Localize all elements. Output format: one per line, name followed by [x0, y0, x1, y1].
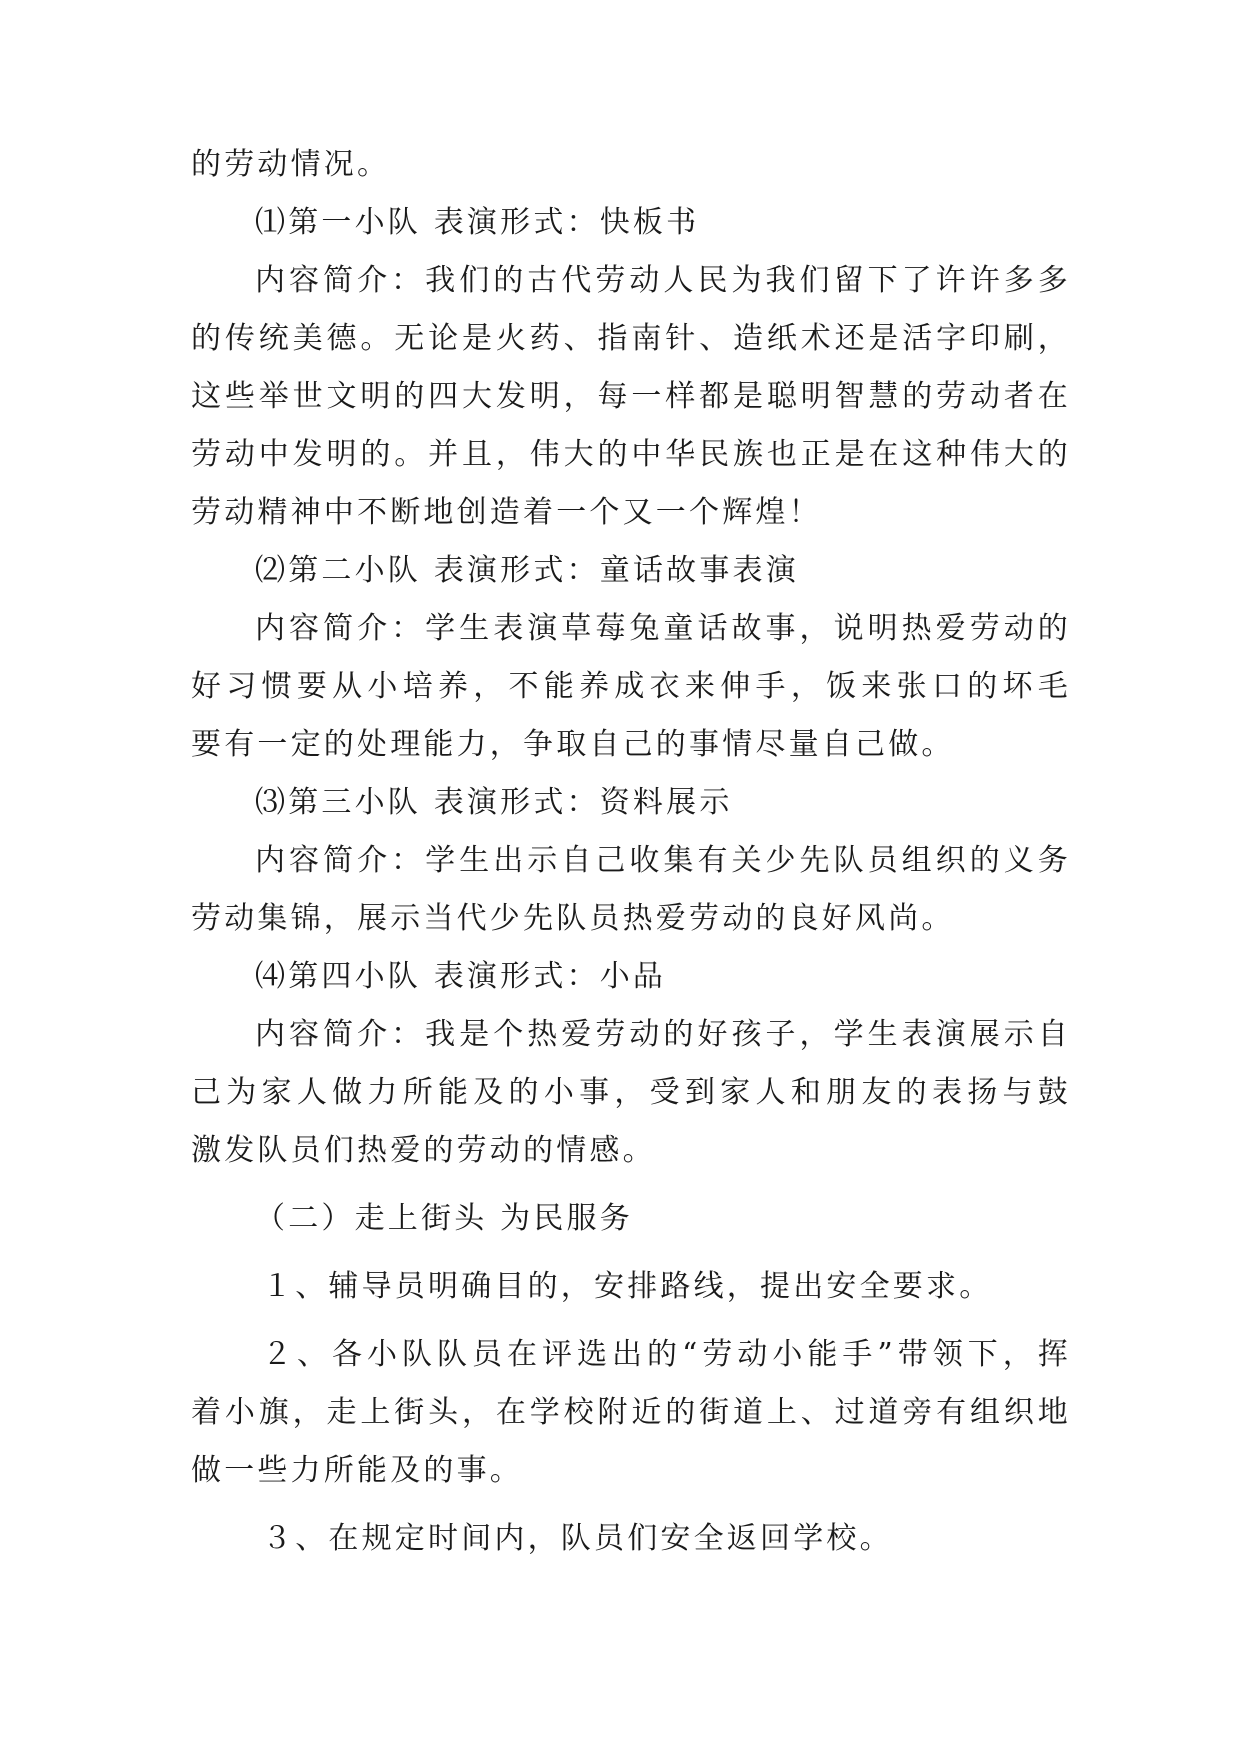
text-line: ３、在规定时间内，队员们安全返回学校。 — [262, 1521, 893, 1556]
text-line: 好习惯要从小培养，不能养成衣来伸手，饭来张口的坏毛 — [191, 669, 1071, 704]
text-line: 劳动集锦，展示当代少先队员热爱劳动的良好风尚。 — [191, 901, 955, 936]
section-heading-team-3: ⑶第三小队 表演形式：资料展示 — [255, 785, 733, 820]
section-heading-team-2: ⑵第二小队 表演形式：童话故事表演 — [255, 553, 799, 588]
text-line: 要有一定的处理能力，争取自己的事情尽量自己做。 — [191, 727, 955, 762]
text-line: 激发队员们热爱的劳动的情感。 — [191, 1133, 656, 1168]
text-line: 内容简介：我们的古代劳动人民为我们留下了许许多多 — [255, 263, 1071, 298]
text-line: 劳动精神中不断地创造着一个又一个辉煌！ — [191, 495, 822, 530]
section-heading-team-1: ⑴第一小队 表演形式：快板书 — [255, 205, 700, 240]
text-line: 做一些力所能及的事。 — [191, 1453, 523, 1488]
text-line: 内容简介：学生表演草莓兔童话故事，说明热爱劳动的 — [255, 611, 1071, 646]
text-line: 己为家人做力所能及的小事，受到家人和朋友的表扬与鼓 — [191, 1075, 1071, 1110]
section-heading-street-service: （二）走上街头 为民服务 — [255, 1201, 633, 1236]
section-heading-team-4: ⑷第四小队 表演形式：小品 — [255, 959, 667, 994]
text-line: ２、各小队队员在评选出的“劳动小能手”带领下，挥 — [262, 1337, 1071, 1372]
text-line: 的传统美德。无论是火药、指南针、造纸术还是活字印刷， — [191, 321, 1071, 356]
text-line: 着小旗，走上街头，在学校附近的街道上、过道旁有组织地 — [191, 1395, 1071, 1430]
text-line: 这些举世文明的四大发明，每一样都是聪明智慧的劳动者在 — [191, 379, 1071, 414]
text-line: 的劳动情况。 — [191, 147, 391, 182]
text-line: 内容简介：我是个热爱劳动的好孩子，学生表演展示自 — [255, 1017, 1071, 1052]
text-line: 劳动中发明的。并且，伟大的中华民族也正是在这种伟大的 — [191, 437, 1071, 472]
text-line: 内容简介：学生出示自己收集有关少先队员组织的义务 — [255, 843, 1071, 878]
text-line: １、辅导员明确目的，安排路线，提出安全要求。 — [262, 1269, 993, 1304]
